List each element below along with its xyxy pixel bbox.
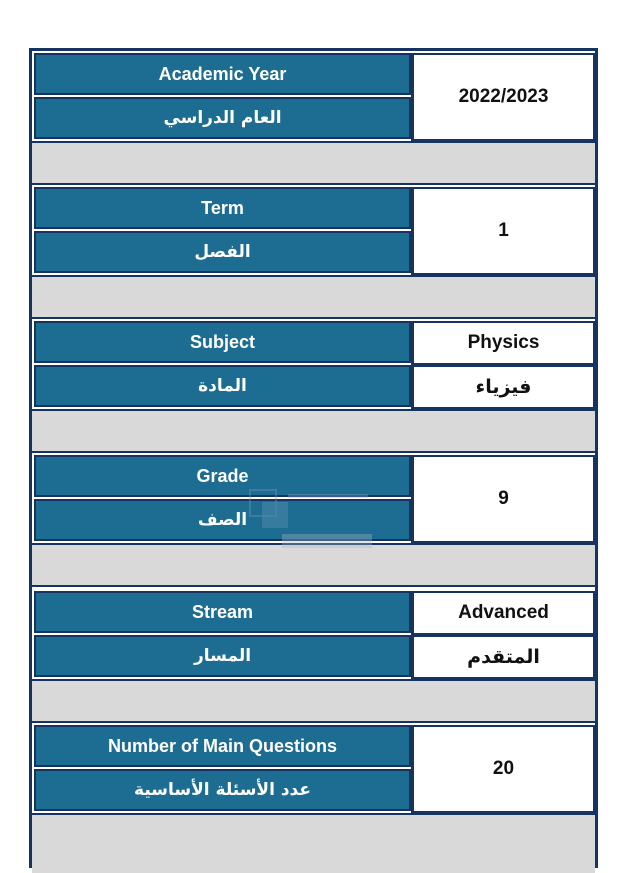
stream-label-en: Stream: [34, 591, 411, 633]
term-label-ar: الفصل: [34, 231, 411, 273]
separator-row: [32, 679, 595, 723]
term-value: 1: [411, 187, 595, 275]
stream-value-en: Advanced: [411, 591, 595, 635]
exam-info-table: [29, 48, 598, 868]
separator-row: [32, 409, 595, 453]
questions-value: 20: [411, 725, 595, 813]
subject-label-en: Subject: [34, 321, 411, 363]
grade-label-ar: الصف: [34, 499, 411, 541]
academic-year-value: 2022/2023: [411, 53, 595, 141]
academic-year-label-en: Academic Year: [34, 53, 411, 95]
subject-value-en: Physics: [411, 321, 595, 365]
term-label-en: Term: [34, 187, 411, 229]
stream-value-ar: المتقدم: [411, 635, 595, 679]
questions-label-en: Number of Main Questions: [34, 725, 411, 767]
questions-label-ar: عدد الأسئلة الأساسية: [34, 769, 411, 811]
grade-value: 9: [411, 455, 595, 543]
grade-label-en: Grade: [34, 455, 411, 497]
separator-row: [32, 275, 595, 319]
watermark-logo: [248, 488, 378, 558]
academic-year-label-ar: العام الدراسي: [34, 97, 411, 139]
stream-label-ar: المسار: [34, 635, 411, 677]
subject-value-ar: فيزياء: [411, 365, 595, 409]
separator-row: [32, 813, 595, 873]
subject-label-ar: المادة: [34, 365, 411, 407]
separator-row: [32, 141, 595, 185]
